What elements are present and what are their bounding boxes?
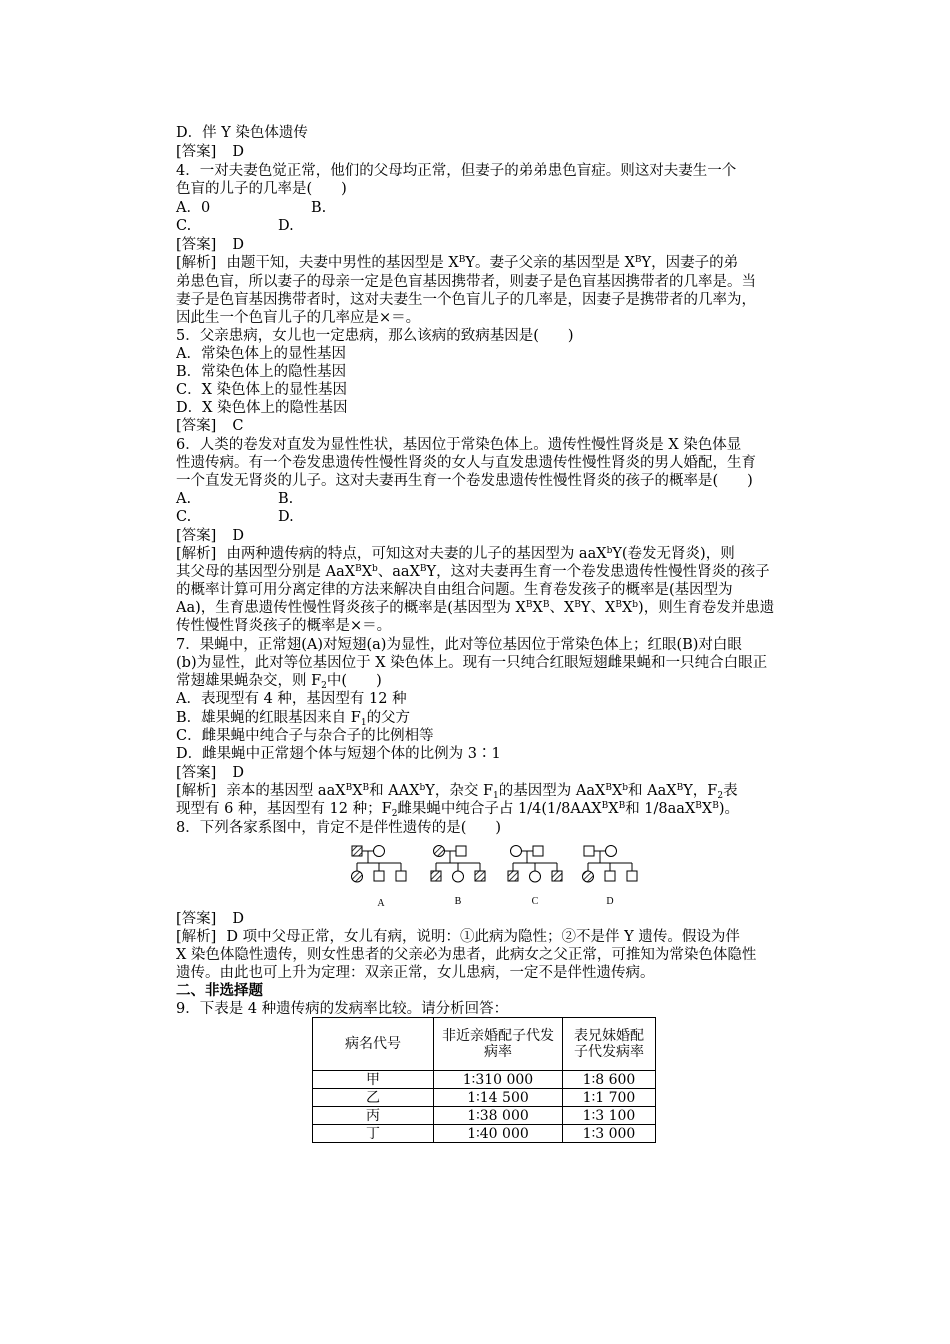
subscript: 2: [717, 791, 724, 800]
answer-tag: [答案]: [176, 418, 217, 434]
subscript: 1: [360, 718, 367, 727]
text-span: 和 AAX: [369, 783, 420, 799]
text-span: 和 1/8aaX: [625, 801, 696, 817]
cell-cousin-rate: 1∶8 600: [563, 1071, 656, 1089]
affected-daughter: [352, 871, 363, 882]
superscript: B: [601, 801, 609, 811]
text-span: 、aaX: [377, 564, 420, 580]
cell-disease: 丁: [313, 1125, 434, 1143]
q6-explanation-line-2: [176, 563, 806, 581]
answer-value: D: [232, 911, 244, 927]
superscript: B: [542, 600, 550, 610]
subscript: 1: [493, 791, 499, 800]
text-span: )。: [718, 801, 740, 817]
explanation-tag: [解析]: [176, 783, 217, 799]
text-span: Y，因妻子的弟: [641, 255, 739, 271]
superscript: B: [618, 801, 626, 811]
q6-stem-line-2: 性遗传病。有一个卷发患遗传性慢性肾炎的女人与直发患遗传性慢性肾炎的男人婚配，生育: [176, 455, 756, 471]
pedigree-d: [583, 846, 638, 883]
superscript: b: [622, 783, 629, 793]
text-span: 、X: [549, 600, 575, 616]
text-span: X: [621, 600, 633, 616]
text-span: X: [361, 564, 373, 580]
subscript: 2: [391, 809, 398, 818]
pedigree-b: [431, 846, 485, 883]
table-row: [313, 1125, 656, 1143]
q6-option-a: A.: [176, 491, 192, 507]
header-cousin-marriage: 表兄妹婚配子代发病率: [563, 1018, 656, 1071]
text-span: 的基因型为 AaX: [498, 783, 606, 799]
cell-cousin-rate: 1∶3 000: [563, 1125, 656, 1143]
superscript: B: [574, 600, 581, 610]
answer-tag: [答案]: [176, 911, 217, 927]
subscript: 2: [321, 681, 327, 690]
text-span: 由题干知，夫妻中男性的基因型是 X: [226, 255, 459, 271]
superscript: b: [606, 546, 613, 556]
q5-option-c: C．X 染色体上的显性基因: [176, 382, 348, 398]
text-span: B．雄果蝇的红眼基因来自 F: [176, 710, 361, 726]
normal-father: [584, 846, 594, 856]
text-span: X: [608, 801, 619, 817]
answer-value: D: [232, 237, 244, 253]
text-span: 表: [723, 783, 738, 799]
q7-stem-line-1: 7．果蝇中，正常翅(A)对短翅(a)为显性，此对等位基因位于常染色体上；红眼(B)对白眼: [176, 637, 742, 653]
q7-explanation-line-2: [176, 800, 806, 818]
pedigree-label-d: D: [606, 896, 614, 907]
answer-tag: [答案]: [176, 765, 217, 781]
text-span: 的父方: [366, 710, 411, 726]
table-row: [313, 1089, 656, 1107]
text-span: 其父母的基因型分别是 AaX: [176, 564, 356, 580]
q8-explanation-line-1: [176, 928, 806, 946]
text-span: Y(卷发无肾炎)，则: [612, 546, 735, 562]
q5-option-d: D．X 染色体上的隐性基因: [176, 400, 348, 416]
normal-mother: [606, 846, 617, 857]
superscript: B: [695, 801, 702, 811]
superscript: B: [634, 255, 642, 265]
normal-son: [605, 871, 615, 881]
q8-explanation-line-2: X 染色体隐性遗传，则女性患者的父亲必为患者，此病女之父正常，可推知为常染色体隐性: [176, 947, 757, 963]
pedigree-diagrams: [340, 840, 660, 910]
answer-value: C: [232, 418, 244, 434]
normal-father: [533, 846, 543, 856]
cell-disease: 甲: [313, 1071, 434, 1089]
normal-daughter: [453, 871, 464, 882]
answer-value: D: [232, 765, 244, 781]
q6-option-d: D.: [278, 509, 294, 525]
q4-stem-line-2: 色盲的儿子的几率是( ): [176, 181, 347, 197]
text-span: 雌果蝇中纯合子占 1/4(1/8AAX: [397, 801, 602, 817]
affected-son: [475, 871, 485, 881]
superscript: B: [525, 600, 533, 610]
cell-cousin-rate: 1∶3 100: [563, 1107, 656, 1125]
text-span: )，则生育卷发并患遗: [638, 600, 775, 616]
normal-mother: [511, 846, 522, 857]
explanation-tag: [解析]: [176, 929, 217, 945]
superscript: B: [712, 801, 719, 811]
q7-option-b: [176, 709, 806, 727]
q6-explanation-line-1: [176, 545, 806, 563]
explanation-tag: [解析]: [176, 255, 217, 271]
text-span: Y。妻子父亲的基因型是 X: [465, 255, 635, 271]
text-span: X: [611, 783, 623, 799]
superscript: B: [362, 783, 370, 793]
cell-cousin-rate: 1∶1 700: [563, 1089, 656, 1107]
superscript: B: [676, 783, 684, 793]
q5-stem: 5．父亲患病，女儿也一定患病，那么该病的致病基因是( ): [176, 328, 574, 344]
normal-father: [456, 846, 466, 856]
section-heading: 二、非选择题: [176, 982, 263, 999]
pedigree-label-b: B: [454, 896, 462, 907]
q4-explanation-line-1: [176, 254, 806, 272]
text-span: 常翅雄果蝇杂交，则 F: [176, 673, 322, 689]
q4-explanation-line-2: 弟患色盲，所以妻子的母亲一定是色盲基因携带者，则妻子是色盲基因携带者的几率是。当: [176, 274, 756, 290]
q7-stem-line-3: [176, 672, 806, 690]
header-disease-code: 病名代号: [313, 1018, 434, 1071]
superscript: B: [458, 255, 466, 265]
q6-answer: [176, 527, 806, 545]
q6-explanation-line-4: [176, 599, 806, 617]
affected-son: [508, 871, 518, 881]
q7-explanation-line-1: [176, 782, 806, 800]
table-row: [313, 1071, 656, 1089]
q7-answer: [176, 764, 806, 782]
superscript: B: [615, 600, 622, 610]
q4-option-d: D.: [278, 218, 294, 234]
cell-non-consanguineous-rate: 1∶40 000: [434, 1125, 563, 1143]
answer-value: D: [232, 528, 244, 544]
superscript: b: [632, 600, 639, 610]
text-span: Y，F: [683, 783, 718, 799]
text-span: Y、X: [580, 600, 616, 616]
q4-option-a: A．0: [176, 200, 211, 216]
q7-option-d: D．雌果蝇中正常翅个体与短翅个体的比例为 3∶1: [176, 746, 501, 762]
header-non-consanguineous: 非近亲婚配子代发病率: [434, 1018, 563, 1071]
q8-stem: 8．下列各家系图中，肯定不是伴性遗传的是( ): [176, 820, 502, 836]
text-span: Aa)，生育患遗传性慢性肾炎孩子的概率是(基因型为 X: [176, 600, 526, 616]
text-span: 中( ): [326, 673, 382, 689]
q4-explanation-line-4: 因此生一个色盲儿子的几率应是×＝。: [176, 310, 421, 326]
normal-mother: [374, 846, 385, 857]
normal-son: [627, 871, 637, 881]
affected-daughter: [583, 871, 594, 882]
superscript: B: [419, 564, 427, 574]
pedigree-label-c: C: [531, 896, 539, 907]
affected-father: [352, 846, 362, 856]
q6-option-c: C.: [176, 509, 192, 525]
affected-son: [552, 871, 562, 881]
answer-value: D: [232, 144, 244, 160]
cell-non-consanguineous-rate: 1∶310 000: [434, 1071, 563, 1089]
table-header-row: [313, 1018, 656, 1071]
pedigree-c: [508, 846, 562, 883]
cell-disease: 丙: [313, 1107, 434, 1125]
q3-option-d: D．伴 Y 染色体遗传: [176, 125, 308, 141]
affected-son: [431, 871, 441, 881]
text-span: D 项中父母正常，女儿有病，说明：①此病为隐性；②不是伴 Y 遗传。假设为伴: [226, 929, 740, 945]
q6-option-b: B.: [278, 491, 294, 507]
q4-option-b: B.: [311, 200, 327, 216]
q5-option-a: A．常染色体上的显性基因: [176, 346, 346, 362]
q9-stem: 9．下表是 4 种遗传病的发病率比较。请分析回答：: [176, 1001, 509, 1017]
table-row: [313, 1107, 656, 1125]
q6-explanation-line-5: 传性慢性肾炎孩子的概率是×＝。: [176, 618, 392, 634]
text-span: 和 AaX: [628, 783, 677, 799]
superscript: b: [419, 783, 426, 793]
q7-stem-line-2: (b)为显性，此对等位基因位于 X 染色体上。现有一只纯合红眼短翅雌果蝇和一只纯合白眼正: [176, 655, 768, 671]
text-span: Y，杂交 F: [425, 783, 494, 799]
q8-answer: [176, 910, 806, 928]
q6-explanation-line-3: 的概率计算可用分离定律的方法来解决自由组合问题。生育卷发孩子的概率是(基因型为: [176, 582, 733, 598]
q5-answer: [176, 417, 806, 435]
pedigree-label-a: A: [377, 898, 385, 909]
answer-tag: [答案]: [176, 237, 217, 253]
cell-disease: 乙: [313, 1089, 434, 1107]
q7-option-a: A．表现型有 4 种，基因型有 12 种: [176, 691, 407, 707]
text-span: 亲本的基因型 aaX: [226, 783, 346, 799]
q6-stem-line-3: 一个直发无肾炎的儿子。这对夫妻再生育一个卷发患遗传性慢性肾炎的孩子的概率是( ): [176, 473, 753, 489]
pedigree-a: [352, 846, 407, 883]
q3-answer: [176, 143, 806, 161]
text-span: Y，这对夫妻再生育一个卷发患遗传性慢性肾炎的孩子: [426, 564, 770, 580]
normal-son: [374, 871, 384, 881]
q4-option-c: C.: [176, 218, 192, 234]
q4-answer: [176, 236, 806, 254]
superscript: B: [345, 783, 353, 793]
q6-stem-line-1: 6．人类的卷发对直发为显性性状，基因位于常染色体上。遗传性慢性肾炎是 X 染色体显: [176, 437, 742, 453]
text-span: X: [532, 600, 543, 616]
answer-tag: [答案]: [176, 528, 217, 544]
answer-tag: [答案]: [176, 144, 217, 160]
q4-explanation-line-3: 妻子是色盲基因携带者时，这对夫妻生一个色盲儿子的几率是，因妻子是携带者的几率为，: [176, 292, 756, 308]
affected-mother: [434, 846, 445, 857]
q8-explanation-line-3: 遗传。由此也可上升为定理：双亲正常，女儿患病，一定不是伴性遗传病。: [176, 965, 655, 981]
superscript: B: [355, 564, 362, 574]
superscript: B: [605, 783, 612, 793]
text-span: X: [352, 783, 363, 799]
incidence-table: [312, 1017, 656, 1143]
cell-non-consanguineous-rate: 1∶14 500: [434, 1089, 563, 1107]
normal-son: [396, 871, 406, 881]
text-span: X: [701, 801, 713, 817]
q4-stem-line-1: 4．一对夫妻色觉正常，他们的父母均正常，但妻子的弟弟患色盲症。则这对夫妻生一个: [176, 163, 737, 179]
text-span: 由两种遗传病的特点，可知这对夫妻的儿子的基因型为 aaX: [226, 546, 607, 562]
q7-option-c: C．雌果蝇中纯合子与杂合子的比例相等: [176, 728, 434, 744]
text-span: 现型有 6 种，基因型有 12 种；F: [176, 801, 392, 817]
explanation-tag: [解析]: [176, 546, 217, 562]
superscript: b: [372, 564, 378, 574]
normal-daughter: [530, 871, 541, 882]
q5-option-b: B．常染色体上的隐性基因: [176, 364, 347, 380]
cell-non-consanguineous-rate: 1∶38 000: [434, 1107, 563, 1125]
